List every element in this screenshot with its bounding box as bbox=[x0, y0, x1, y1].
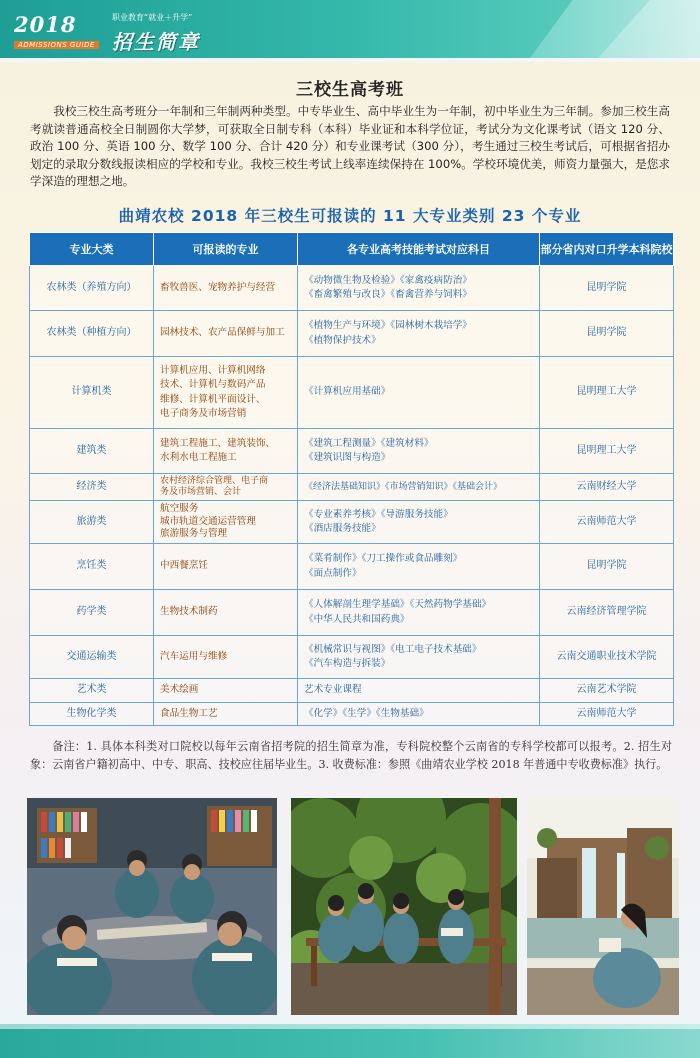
major-line: 城市轨道交通运营管理 bbox=[160, 515, 256, 527]
row-subjects bbox=[298, 501, 540, 544]
table-row bbox=[30, 544, 674, 590]
subject-line: 《中华人民共和国药典》 bbox=[304, 613, 410, 625]
row-majors bbox=[154, 501, 298, 544]
major-line: 电子商务及市场营销 bbox=[160, 408, 247, 419]
row-category: 艺术类 bbox=[30, 679, 154, 703]
subject-line: 《酒店服务技能》 bbox=[304, 523, 381, 534]
row-university: 昆明理工大学 bbox=[540, 429, 674, 474]
major-line: 计算机应用、计算机网络 bbox=[160, 364, 266, 376]
major-line: 中西餐烹饪 bbox=[160, 560, 208, 572]
header-title: 招生简章 bbox=[112, 30, 200, 54]
subject-line: 《汽车构造与拆装》 bbox=[304, 658, 391, 669]
row-category: 生物化学类 bbox=[30, 703, 154, 726]
major-line: 建筑工程施工、建筑装饰、 bbox=[160, 437, 276, 449]
major-line: 汽车运用与维修 bbox=[160, 650, 228, 662]
row-category: 交通运输类 bbox=[30, 636, 154, 679]
table-row bbox=[30, 311, 674, 357]
row-category: 药学类 bbox=[30, 590, 154, 636]
subject-line: 《植物保护技术》 bbox=[304, 334, 381, 346]
intro-paragraph: 我校三校生高考班分一年制和三年制两种类型。中专毕业生、高中毕业生为一年制，初中毕业生为三年制。参加三校生高考就读普通高校全日制圆你大学梦，可获取全日制专科（本科）毕业证和本科学位证，考试分为文化课考试（语文 120 分、政治 100 分、英语 100 分、数学 100 分、合计 420 分）和专业课考试（300 分），考生通过三校生考试后，可根据省招办划定的录取分数线报读相应的学校和专业。我校三校生考试上线率连续保持在 100%。学校环境优美，师资力量强大，是您求学深造的理想之地。 bbox=[30, 104, 670, 189]
row-subjects bbox=[298, 679, 540, 703]
row-majors bbox=[154, 357, 298, 429]
row-category: 旅游类 bbox=[30, 501, 154, 544]
subject-line: 《菜肴制作》《刀工操作或食品雕刻》 bbox=[304, 553, 463, 564]
table-header-row bbox=[30, 233, 674, 266]
major-line: 技术、计算机与数码产品 bbox=[160, 379, 266, 390]
row-subjects bbox=[298, 703, 540, 726]
row-category: 经济类 bbox=[30, 474, 154, 501]
photo-library bbox=[27, 798, 277, 1015]
subject-line: 《专业素养考核》《导游服务技能》 bbox=[304, 508, 453, 520]
major-line: 食品生物工艺 bbox=[160, 707, 218, 719]
subject-line: 《建筑识图与构造》 bbox=[304, 452, 391, 463]
row-subjects bbox=[298, 429, 540, 474]
subject-line: 《经济法基础知识》《市场营销知识》《基础会计》 bbox=[304, 481, 503, 492]
major-line: 航空服务 bbox=[160, 503, 199, 515]
row-category: 烹饪类 bbox=[30, 544, 154, 590]
major-line: 美术绘画 bbox=[160, 684, 199, 696]
row-university: 昆明学院 bbox=[540, 544, 674, 590]
row-university: 昆明学院 bbox=[540, 266, 674, 311]
subject-line: 《机械常识与视图》《电工电子技术基础》 bbox=[304, 643, 482, 655]
header-year: 2018 bbox=[14, 12, 77, 37]
subject-line: 《建筑工程测量》《建筑材料》 bbox=[304, 437, 434, 449]
row-subjects bbox=[298, 474, 540, 501]
row-university: 云南艺术学院 bbox=[540, 679, 674, 703]
footer-band bbox=[0, 1024, 700, 1058]
header-banner bbox=[0, 0, 700, 62]
section-title: 三校生高考班 bbox=[296, 80, 404, 100]
major-line: 旅游服务与管理 bbox=[160, 528, 228, 540]
row-category: 农林类（种植方向） bbox=[30, 311, 154, 357]
major-line: 水利水电工程施工 bbox=[160, 452, 237, 463]
row-university: 云南交通职业技术学院 bbox=[540, 636, 674, 679]
subject-line: 《化学》《生学》《生物基础》 bbox=[304, 707, 429, 719]
row-subjects bbox=[298, 266, 540, 311]
majors-table bbox=[29, 232, 674, 726]
row-subjects bbox=[298, 636, 540, 679]
row-category: 计算机类 bbox=[30, 357, 154, 429]
row-university: 昆明学院 bbox=[540, 311, 674, 357]
header-category: 专业大类 bbox=[30, 233, 154, 266]
row-university: 云南经济管理学院 bbox=[540, 590, 674, 636]
photo-waterfall bbox=[527, 798, 679, 1015]
subject-line: 《面点制作》 bbox=[304, 567, 362, 579]
row-majors bbox=[154, 429, 298, 474]
header-majors: 可报读的专业 bbox=[154, 233, 298, 266]
row-subjects bbox=[298, 544, 540, 590]
row-majors bbox=[154, 590, 298, 636]
major-line: 维修、计算机平面设计、 bbox=[160, 393, 266, 405]
row-category: 建筑类 bbox=[30, 429, 154, 474]
header-subjects: 各专业高考技能考试对应科目 bbox=[298, 233, 540, 266]
row-university: 昆明理工大学 bbox=[540, 357, 674, 429]
subject-line: 《动物微生物及检验》《家禽疫病防治》 bbox=[304, 274, 472, 286]
subject-line: 《计算机应用基础》 bbox=[304, 386, 391, 398]
row-majors bbox=[154, 636, 298, 679]
row-majors bbox=[154, 474, 298, 501]
major-line: 畜牧兽医、宠物养护与经营 bbox=[160, 281, 276, 293]
table-row bbox=[30, 357, 674, 429]
row-subjects bbox=[298, 311, 540, 357]
table-row bbox=[30, 501, 674, 544]
row-subjects bbox=[298, 590, 540, 636]
major-line: 园林技术、农产品保鲜与加工 bbox=[160, 327, 285, 339]
table-row bbox=[30, 703, 674, 726]
table-row bbox=[30, 266, 674, 311]
row-majors bbox=[154, 679, 298, 703]
notes-paragraph: 备注：1. 具体本科类对口院校以每年云南省招考院的招生简章为准，专科院校整个云南省的专科学校都可以报考。2. 招生对象：云南省户籍初高中、中专、职高、技校应往届毕业生。3. 收费标准：参照《曲靖农业学校 2018 年普通中专收费标准》执行。 bbox=[30, 740, 672, 771]
table-row bbox=[30, 474, 674, 501]
row-majors bbox=[154, 266, 298, 311]
photo-pavilion bbox=[291, 798, 517, 1015]
header-universities: 部分省内对口升学本科院校 bbox=[540, 233, 674, 266]
row-majors bbox=[154, 544, 298, 590]
major-line: 务及市场营销、会计 bbox=[160, 487, 242, 497]
row-majors bbox=[154, 311, 298, 357]
row-category: 农林类（养殖方向） bbox=[30, 266, 154, 311]
row-majors bbox=[154, 703, 298, 726]
subject-line: 《畜禽繁殖与改良》《畜禽营养与饲料》 bbox=[304, 289, 472, 300]
row-university: 云南师范大学 bbox=[540, 703, 674, 726]
header-subtitle: ADMISSIONS GUIDE bbox=[14, 41, 99, 49]
table-title: 曲靖农校 2018 年三校生可报读的 11 大专业类别 23 个专业 bbox=[118, 207, 582, 225]
subject-line: 艺术专业课程 bbox=[304, 684, 362, 696]
table-row bbox=[30, 636, 674, 679]
subject-line: 《植物生产与环境》《园林树木栽培学》 bbox=[304, 320, 472, 331]
major-line: 生物技术制药 bbox=[160, 606, 218, 618]
row-university: 云南师范大学 bbox=[540, 501, 674, 544]
major-line: 农村经济综合管理、电子商 bbox=[160, 476, 269, 486]
footer-stripe bbox=[0, 1024, 700, 1029]
header-slogan: 职业教育“就业＋升学” bbox=[112, 13, 193, 22]
subject-line: 《人体解剖生理学基础》《天然药物学基础》 bbox=[304, 599, 492, 610]
table-row bbox=[30, 679, 674, 703]
row-university: 云南财经大学 bbox=[540, 474, 674, 501]
table-row bbox=[30, 429, 674, 474]
table-row bbox=[30, 590, 674, 636]
row-subjects bbox=[298, 357, 540, 429]
